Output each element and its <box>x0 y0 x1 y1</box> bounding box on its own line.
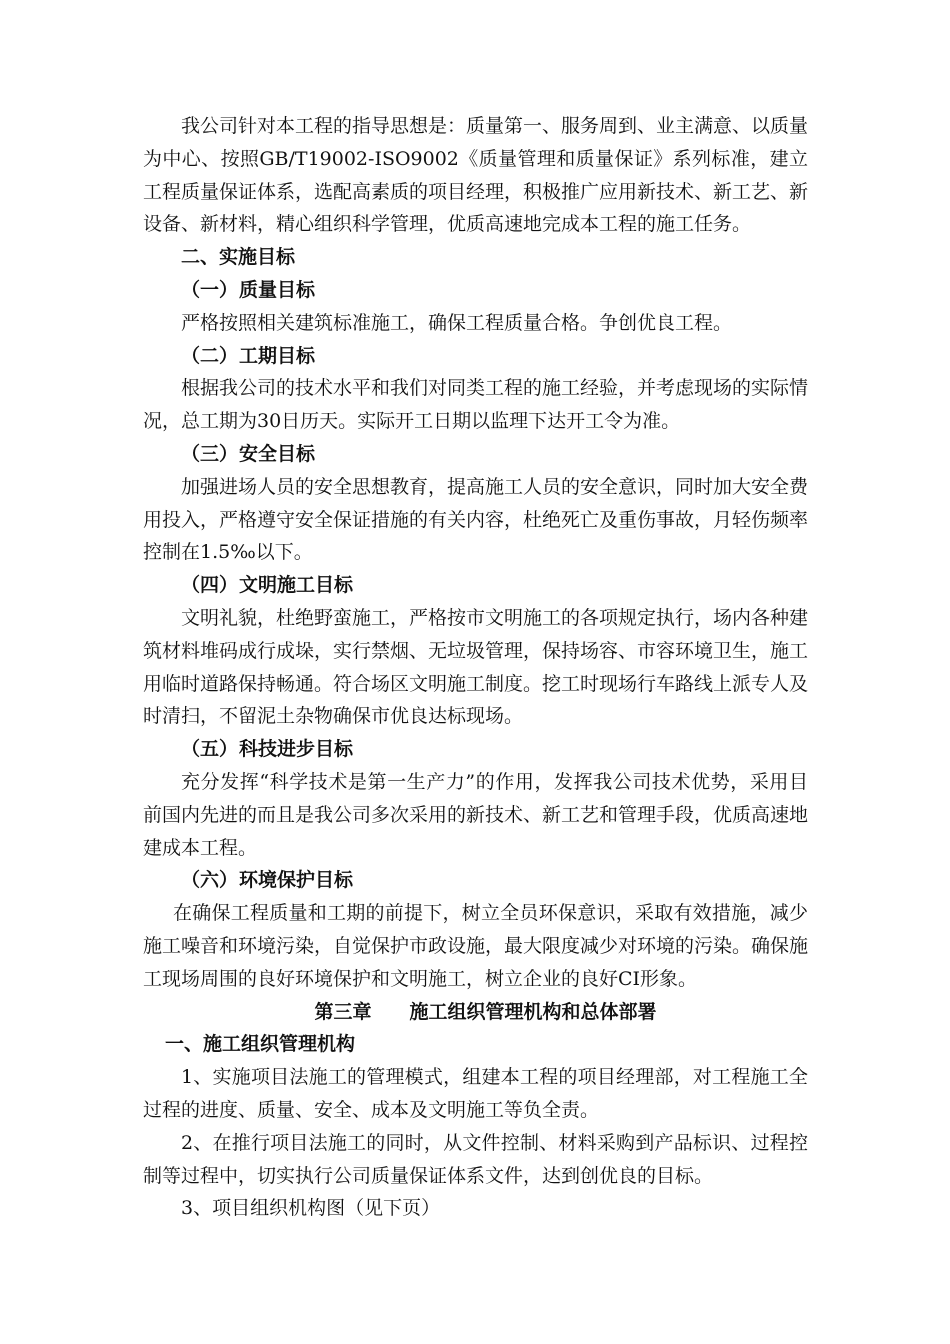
goal-heading-schedule <box>143 340 808 373</box>
section-heading-organization: 一、施工组织管理机构 <box>165 1033 356 1056</box>
section-heading-implementation-goals: 二、实施目标 <box>181 246 296 269</box>
goal-title: 安全目标 <box>239 442 316 465</box>
goal-title: 科技进步目标 <box>239 738 354 761</box>
goal-text-safety: 加强进场人员的安全思想教育，提高施工人员的安全意识，同时加大安全费用投入，严格遵守安全保证措施的有关内容，杜绝死亡及重伤事故，月轻伤频率控制在1.5‰以下。 <box>143 475 809 564</box>
goal-title: 环境保护目标 <box>239 869 354 892</box>
goal-text-civilized-construction: 文明礼貌，杜绝野蛮施工，严格按市文明施工的各项规定执行，场内各种建筑材料堆码成行成垛，实行禁烟、无垃圾管理，保持场容、市容环境卫生，施工用临时道路保持畅通。符合场区文明施工制度。挖工时现场行车路线上派专人及时清扫，不留泥土杂物确保市优良达标现场。 <box>143 606 809 728</box>
list-item: 2、在推行项目法施工的同时，从文件控制、材料采购到产品标识、过程控制等过程中，切实执行公司质量保证体系文件，达到创优良的目标。 <box>143 1131 808 1187</box>
goal-text-environment: 在确保工程质量和工期的前提下，树立全员环保意识，采取有效措施，减少施工噪音和环境污染，自觉保护市政设施，最大限度减少对环境的污染。确保施工现场周围的良好环境保护和文明施工，树立企业的良好CI形象。 <box>143 902 809 990</box>
goal-text-schedule: 根据我公司的技术水平和我们对同类工程的施工经验，并考虑现场的实际情况，总工期为30日历天。实际开工日期以监理下达开工令为准。 <box>143 377 809 433</box>
goal-heading-civilized-construction <box>143 569 808 602</box>
goal-number: （二） <box>181 344 239 367</box>
goal-number: （六） <box>181 869 239 892</box>
goal-number: （五） <box>181 738 239 761</box>
goal-title: 质量目标 <box>239 278 316 301</box>
goal-heading-quality <box>143 274 808 307</box>
goal-heading-technology <box>143 733 808 766</box>
goal-title: 工期目标 <box>239 344 316 367</box>
chapter-heading <box>143 996 808 1029</box>
goal-number: （四） <box>181 574 239 597</box>
chapter-title: 施工组织管理机构和总体部署 <box>409 1000 657 1023</box>
goal-heading-safety <box>143 438 808 471</box>
goal-heading-environment <box>143 864 808 897</box>
chapter-number: 第三章 <box>314 1000 372 1023</box>
goal-text-technology: 充分发挥“科学技术是第一生产力”的作用，发挥我公司技术优势，采用目前国内先进的而且是我公司多次采用的新技术、新工艺和管理手段，优质高速地建成本工程。 <box>143 770 809 859</box>
intro-paragraph: 我公司针对本工程的指导思想是：质量第一、服务周到、业主满意、以质量为中心、按照GB/T19002-ISO9002《质量管理和质量保证》系列标准，建立工程质量保证体系，选配高素质的项目经理，积极推广应用新技术、新工艺、新设备、新材料，精心组织科学管理，优质高速地完成本工程的施工任务。 <box>143 115 809 236</box>
goal-title: 文明施工目标 <box>239 574 354 597</box>
goal-number: （一） <box>181 278 239 301</box>
list-item: 1、实施项目法施工的管理模式，组建本工程的项目经理部，对工程施工全过程的进度、质量、安全、成本及文明施工等负全责。 <box>143 1066 808 1121</box>
document-body <box>143 110 808 1225</box>
goal-number: （三） <box>181 442 239 465</box>
goal-text-quality: 严格按照相关建筑标准施工，确保工程质量合格。争创优良工程。 <box>181 311 733 334</box>
list-item: 3、项目组织机构图（见下页） <box>181 1197 441 1220</box>
